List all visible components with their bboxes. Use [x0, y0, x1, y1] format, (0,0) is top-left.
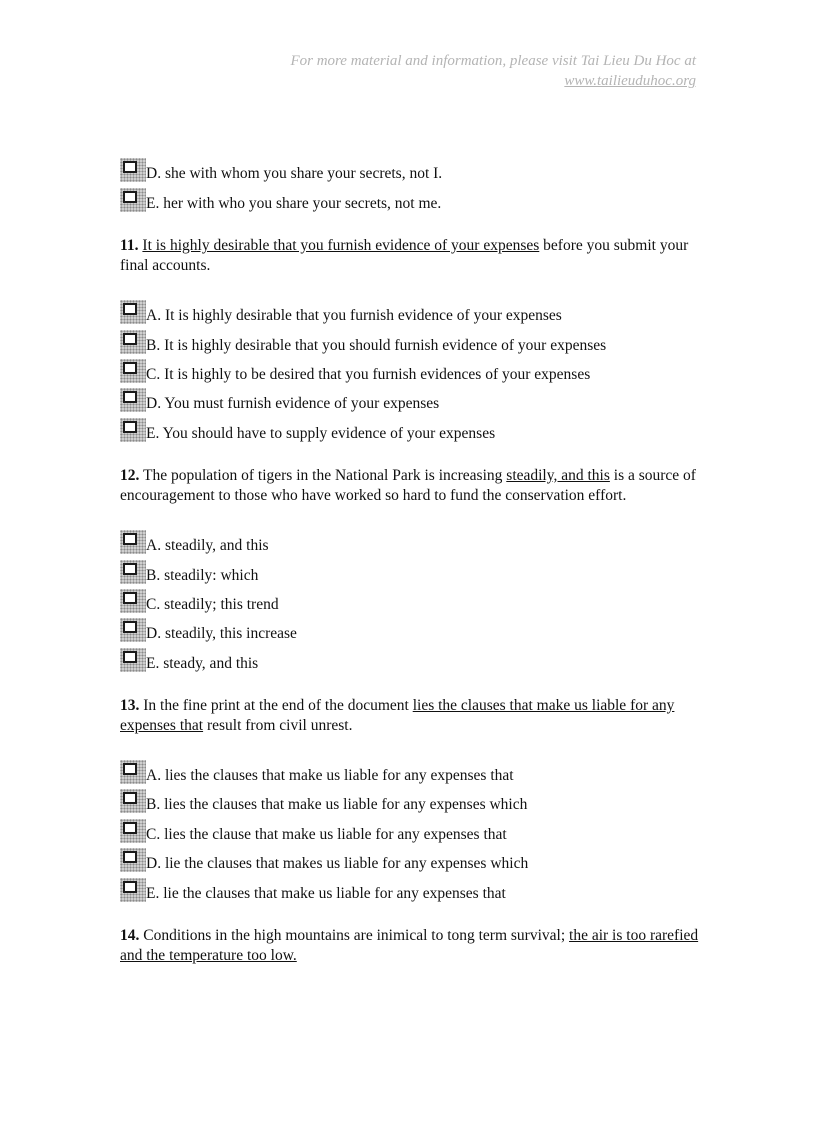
question-rest: before you submit your final accounts.: [120, 236, 689, 274]
option-text: B. It is highly desirable that you should furnish evidence of your expenses: [146, 336, 607, 354]
checkbox-icon[interactable]: [120, 878, 146, 902]
question-11: [120, 236, 720, 276]
checkbox-icon[interactable]: [120, 648, 146, 672]
option-e: [120, 182, 720, 211]
option-d: [120, 153, 720, 182]
header-line1: For more material and information, please visit Tai Lieu Du Hoc at: [290, 53, 696, 69]
option-text: D. she with whom you share your secrets, not I.: [146, 165, 443, 183]
checkbox-icon[interactable]: [120, 388, 146, 412]
option-c: [120, 354, 720, 383]
option-text: A. steadily, and this: [146, 537, 269, 555]
option-d: [120, 843, 720, 872]
question-underlined: the air is too rarefied and the temperature too low.: [120, 926, 699, 964]
question-13: [120, 696, 720, 736]
option-e: [120, 642, 720, 671]
option-text: C. It is highly to be desired that you furnish evidences of your expenses: [146, 365, 591, 383]
option-text: D. steadily, this increase: [146, 625, 297, 643]
question-underlined: lies the clauses that make us liable for any expenses that: [120, 696, 675, 734]
question-14: [120, 926, 720, 966]
option-text: A. It is highly desirable that you furnish evidence of your expenses: [146, 307, 562, 325]
question-rest: result from civil unrest.: [203, 716, 353, 734]
option-c: [120, 813, 720, 842]
checkbox-icon[interactable]: [120, 848, 146, 872]
option-b: [120, 324, 720, 353]
checkbox-icon[interactable]: [120, 188, 146, 212]
option-text: C. steadily; this trend: [146, 595, 279, 613]
question-number: 12.: [120, 466, 140, 484]
option-d: [120, 613, 720, 642]
option-text: E. You should have to supply evidence of your expenses: [146, 424, 496, 442]
checkbox-icon[interactable]: [120, 330, 146, 354]
page-header: [290, 51, 696, 91]
option-a: [120, 295, 720, 324]
option-text: E. lie the clauses that make us liable for any expenses that: [146, 884, 506, 902]
checkbox-icon[interactable]: [120, 359, 146, 383]
option-e: [120, 872, 720, 901]
checkbox-icon[interactable]: [120, 158, 146, 182]
option-text: A. lies the clauses that make us liable for any expenses that: [146, 767, 514, 785]
question-pre: In the fine print at the end of the document: [139, 696, 413, 714]
option-text: C. lies the clause that make us liable for any expenses that: [146, 825, 507, 843]
checkbox-icon[interactable]: [120, 618, 146, 642]
checkbox-icon[interactable]: [120, 789, 146, 813]
checkbox-icon[interactable]: [120, 760, 146, 784]
option-b: [120, 554, 720, 583]
question-pre: Conditions in the high mountains are inimical to tong term survival;: [139, 926, 570, 944]
question-pre: The population of tigers in the National Park is increasing: [139, 466, 507, 484]
option-a: [120, 525, 720, 554]
question-underlined: steadily, and this: [506, 466, 610, 484]
header-link[interactable]: www.tailieuduhoc.org: [564, 73, 696, 89]
option-text: E. her with who you share your secrets, not me.: [146, 194, 442, 212]
question-underlined: It is highly desirable that you furnish evidence of your expenses: [142, 236, 540, 254]
option-d: [120, 383, 720, 412]
checkbox-icon[interactable]: [120, 560, 146, 584]
option-text: E. steady, and this: [146, 654, 259, 672]
option-c: [120, 584, 720, 613]
option-e: [120, 412, 720, 441]
question-rest: is a source of encouragement to those who have worked so hard to fund the conservation effort.: [120, 466, 696, 504]
question-12: [120, 466, 720, 506]
question-number: 13.: [120, 696, 140, 714]
checkbox-icon[interactable]: [120, 819, 146, 843]
checkbox-icon[interactable]: [120, 418, 146, 442]
option-a: [120, 755, 720, 784]
checkbox-icon[interactable]: [120, 300, 146, 324]
question-number: 11.: [120, 236, 139, 254]
option-text: B. steadily: which: [146, 566, 259, 584]
option-text: D. lie the clauses that makes us liable for any expenses which: [146, 855, 529, 873]
checkbox-icon[interactable]: [120, 589, 146, 613]
option-text: B. lies the clauses that make us liable for any expenses which: [146, 796, 528, 814]
option-b: [120, 784, 720, 813]
option-text: D. You must furnish evidence of your expenses: [146, 395, 440, 413]
document-body: [120, 153, 720, 966]
checkbox-icon[interactable]: [120, 530, 146, 554]
question-number: 14.: [120, 926, 140, 944]
